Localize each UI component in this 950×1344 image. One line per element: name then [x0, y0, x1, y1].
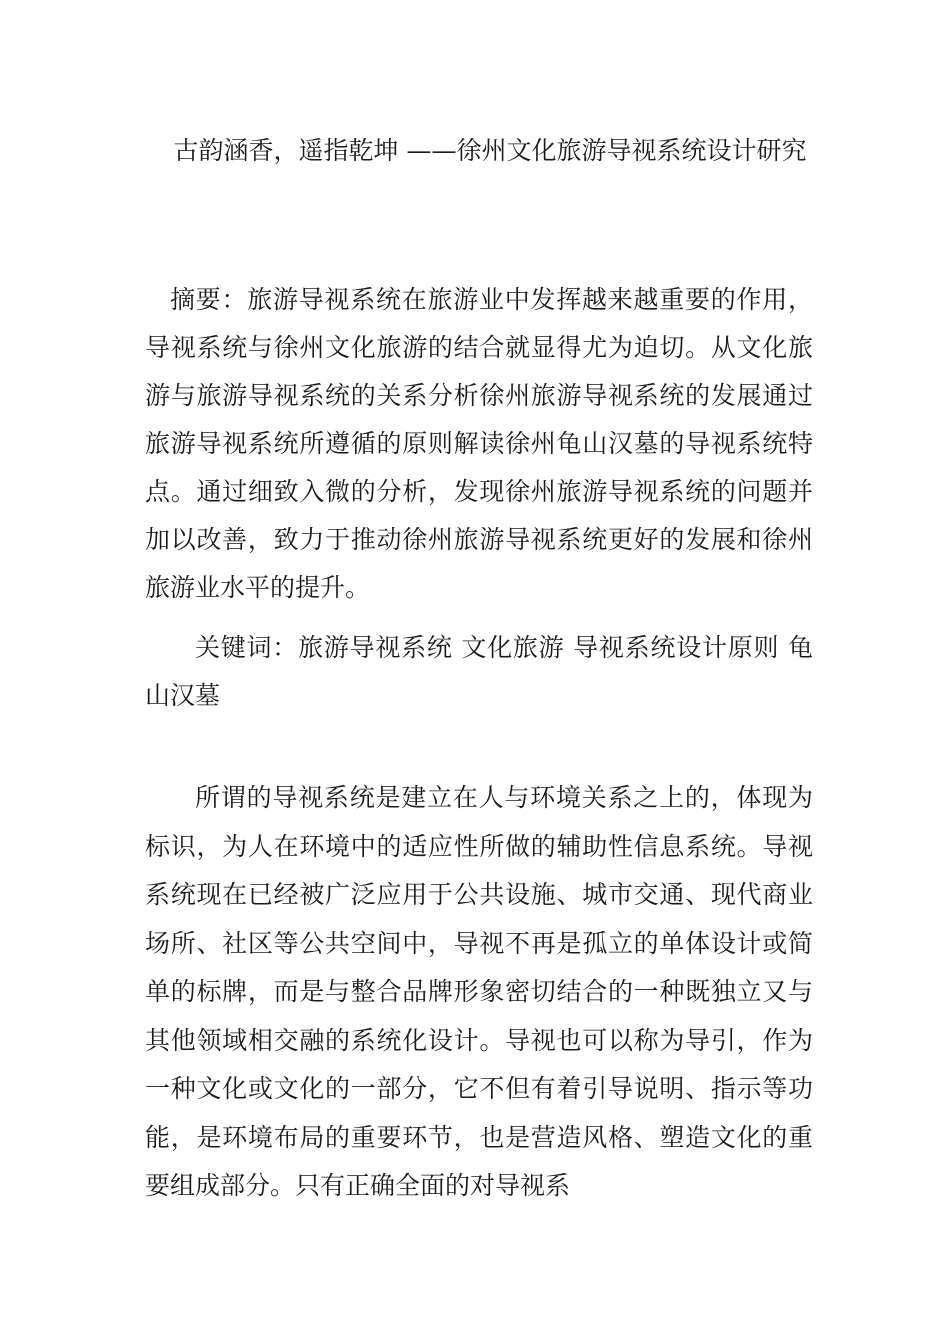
abstract-text: 摘要：旅游导视系统在旅游业中发挥越来越重要的作用，导视系统与徐州文化旅游的结合就显得尤为迫切。从文化旅游与旅游导视系统的关系分析徐州旅游导视系统的发展通过旅游导视系统所遵循的原则解读徐州龟山汉墓的导视系统特点。通过细致入微的分析，发现徐州旅游导视系统的问题并加以改善，致力于推动徐州旅游导视系统更好的发展和徐州旅游业水平的提升。 — [145, 285, 813, 602]
abstract-paragraph — [145, 276, 813, 612]
document-title: 古韵涵香，遥指乾坤 ——徐州文化旅游导视系统设计研究 — [173, 136, 807, 165]
keywords-line: 关键词：旅游导视系统 文化旅游 导视系统设计原则 龟山汉墓 — [145, 633, 813, 710]
body-paragraph: 所谓的导视系统是建立在人与环境关系之上的，体现为标识，为人在环境中的适应性所做的辅助性信息系统。导视系统现在已经被广泛应用于公共设施、城市交通、现代商业场所、社区等公共空间中，导视不再是孤立的单体设计或简单的标牌，而是与整合品牌形象密切结合的一种既独立又与其他领域相交融的系统化设计。导视也可以称为导引，作为一种文化或文化的一部分，它不但有着引导说明、指示等功能，是环境布局的重要环节，也是营造风格、塑造文化的重要组成部分。只有正确全面的对导视系 — [145, 783, 813, 1200]
